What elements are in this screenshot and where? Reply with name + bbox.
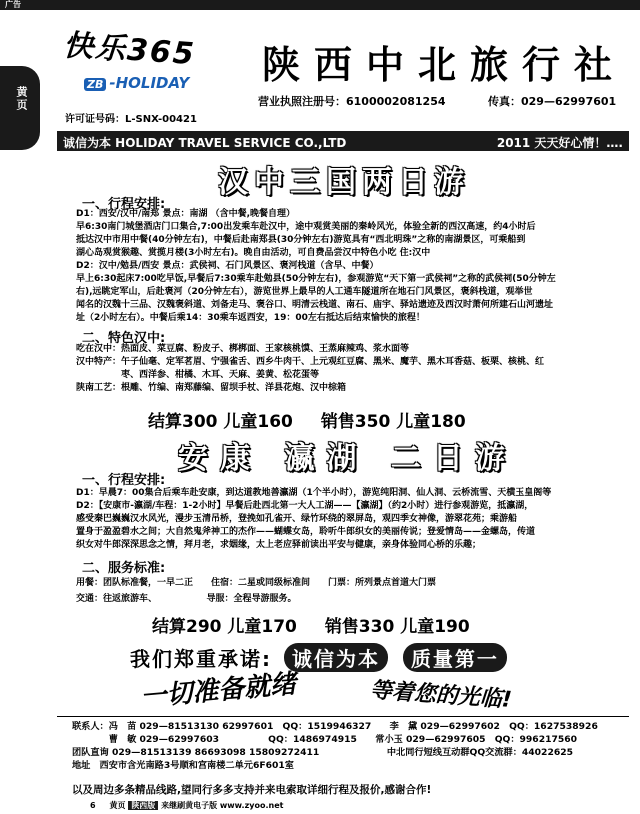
tour1-specialty-heading: 二、特色汉中: — [82, 331, 166, 346]
contact-row: 联系人：冯 苗 029—81513130 62997601 QQ：1519946327 李 黛 029—62997602 QQ：1627538926 — [72, 721, 598, 732]
tour1-line: 湖心岛观赏猴趣、赏揽月楼(3小时左右)。晚自由活动，可自费品尝汉中特色小吃 住:汉中 — [76, 248, 431, 258]
ready-slogan: 一切准备就绪 — [139, 669, 298, 713]
tour2-line: 织女对牛郎深深思念之情，拜月老，求姻缘，太上老应驿前读出平安与健康，亲身体验同心桥的乐趣； — [76, 540, 482, 550]
tour1-line: 早上6:30起床7:00吃早饭,早餐后7:30乘车赴勉县(50分钟左右)，参观游览“天下第一武侯祠”之称的武侯祠(50分钟左 — [76, 274, 556, 284]
contact-row: 曹 敏 029—62997603 QQ：1486974915 常小玉 029—62997605 QQ：996217560 — [72, 734, 578, 745]
logo-text: -HOLIDAY — [109, 74, 190, 92]
tour2-sale-price: 销售330 儿童190 — [324, 617, 470, 637]
tour2-line: 置身于盈盈碧水之间；大自然鬼斧神工的杰作——蝴蝶女岛，聆听牛郎织女的美丽传说；登爱情岛——金螺岛，传道 — [76, 527, 536, 537]
address-row: 地址 西安市含光南路3号顺和宫南楼二单元6F601室 — [72, 760, 294, 771]
footer-section: 黄页 — [109, 801, 126, 810]
permit-number: 许可证号码：L-SNX-00421 — [65, 114, 197, 125]
promise-lead: 我们郑重承诺: — [130, 647, 272, 671]
tour1-itinerary-heading: 一、行程安排: — [82, 197, 166, 212]
tour1-line: 早6:30南门城堡酒店门口集合,7:00出发乘车赴汉中，途中观赏美丽的秦岭风光，体验全新的西汉高速，约4小时后 — [76, 222, 536, 232]
tour2-services — [76, 575, 632, 607]
service-line: 用餐：团队标准餐，一早二正 住宿：二星或同级标准间 门票：所列景点首道大门票 — [76, 578, 437, 588]
contact-row: 团队直询 029—81513139 86693098 15809272411 中北同行短线互动群QQ交流群：44022625 — [72, 747, 574, 758]
footer-note: 来继刷黄电子版 www.zyoo.net — [161, 801, 284, 810]
tour1-itinerary — [76, 208, 632, 325]
page-number: 6 — [90, 801, 96, 810]
zb-holiday-logo — [84, 74, 189, 92]
divider — [57, 716, 629, 717]
tour1-line: D2：汉中/勉县/西安 景点：武侯祠、石门风景区、褒河栈道（含早、中餐） — [76, 261, 379, 271]
welcome-slogan: 等着您的光临! — [369, 678, 513, 713]
tour2-itinerary-heading: 一、行程安排: — [82, 473, 166, 488]
ad-top-bar — [0, 0, 640, 10]
tour2-title: 安康 瀛湖 二日游 — [178, 441, 517, 476]
yellow-pages-side-tab — [0, 66, 40, 150]
promise-pill-quality: 质量第一 — [403, 643, 507, 672]
tour1-sale-price: 销售350 儿童180 — [320, 412, 466, 432]
tour2-itinerary — [76, 487, 632, 552]
tour1-title: 汉中三国两日游 — [218, 165, 470, 200]
slogan-left: 诚信为本 HOLIDAY TRAVEL SERVICE CO.,LTD — [63, 136, 347, 150]
side-tab-label: 黄页 — [15, 86, 28, 112]
fax-number: 传真：029—62997601 — [488, 95, 617, 108]
contacts-block — [72, 720, 632, 772]
company-name: 陕西中北旅行社 — [262, 42, 627, 87]
specialty-line: 陕南工艺：根雕、竹编、南郑藤编、留坝手杖、洋县花炮、汉中棕箱 — [76, 383, 347, 393]
tour2-line: 感受秦巴巍巍汉水风光，漫步玉清吊桥，登挽如孔雀开、绿竹环绕的翠屏岛，观四季女神像，游翠花苑；乘游船 — [76, 514, 518, 524]
tour1-line: 址（2小时左右）。中餐后乘14：30乘车返西安，19：00左右抵达后结束愉快的旅程！ — [76, 313, 425, 323]
logo-badge: ZB — [84, 78, 106, 91]
edition-tag: 陕西版 — [128, 801, 158, 810]
ad-label: 广告 — [5, 0, 21, 9]
tour2-line: D2：【安康市-瀛湖/车程：1-2小时】早餐后赴西北第一大人工湖——【瀛湖】（约2小时）进行参观游览，抵瀛湖， — [76, 501, 534, 511]
tour2-prices — [152, 612, 492, 637]
promise-line — [130, 643, 510, 672]
tour2-line: D1：早晨7：00集合后乘车赴安康，到达道教地善瀛湖（1个半小时），游览纯阳洞、仙人洞、云桥流雪、天横玉皇阁等 — [76, 488, 552, 498]
promise-pill-integrity: 诚信为本 — [284, 643, 388, 672]
tour1-line: 抵达汉中市用中餐(40分钟左右)，中餐后赴南郑县(30分钟左右)游览具有“西北明珠”之称的南湖景区，可乘船到 — [76, 235, 526, 245]
tour1-line: 右),远眺定军山，后赴褒河（20分钟左右），游览世界上最早的人工通车隧道所在地石门风景区，褒斜栈道，观举世 — [76, 287, 533, 297]
license-number: 营业执照注册号：6100002081254 — [258, 95, 446, 108]
slogan-right: 2011 天天好心情！…. — [496, 136, 623, 150]
service-line: 交通：往返旅游车、 导服：全程导游服务。 — [76, 594, 297, 604]
specialty-line: 吃在汉中：热面皮、菜豆腐、粉皮子、梆梆面、王家核桃馍、王蒸麻辣鸡、浆水面等 — [76, 344, 410, 354]
tour1-settle-price: 结算300 儿童160 — [148, 412, 293, 432]
tour2-settle-price: 结算290 儿童170 — [152, 617, 297, 637]
tour1-specialties — [76, 343, 632, 395]
tour2-service-heading: 二、服务标准: — [82, 561, 166, 576]
specialty-line: 汉中特产：午子仙毫、定军茗眉、宁强雀舌、西乡牛肉干、上元观红豆腐、黑米、魔芋、黑木耳香菇、板栗、核桃、红 — [76, 357, 545, 367]
tour1-line: D1：西安/汉中/南郑 景点：南湖 （含中餐,晚餐自理） — [76, 209, 295, 219]
tour1-line: 闻名的汉魏十三品、汉魏褒斜道、刘备走马、褒谷口、明清云栈道、南石、庙宇、驿站遗迹及西汉时萧何所建石山河遗址 — [76, 300, 554, 310]
brand-wordmark: 快乐365 — [62, 28, 197, 73]
tour1-prices — [148, 407, 488, 432]
page-footer — [90, 800, 283, 811]
slogan-banner — [57, 131, 629, 151]
specialty-line: 枣、西洋参、柑橘、木耳、天麻、姜黄、松花蛋等 — [76, 370, 320, 380]
closing-message: 以及周边多条精品线路,望同行多多支持并来电索取详细行程及报价,感谢合作! — [72, 784, 432, 796]
